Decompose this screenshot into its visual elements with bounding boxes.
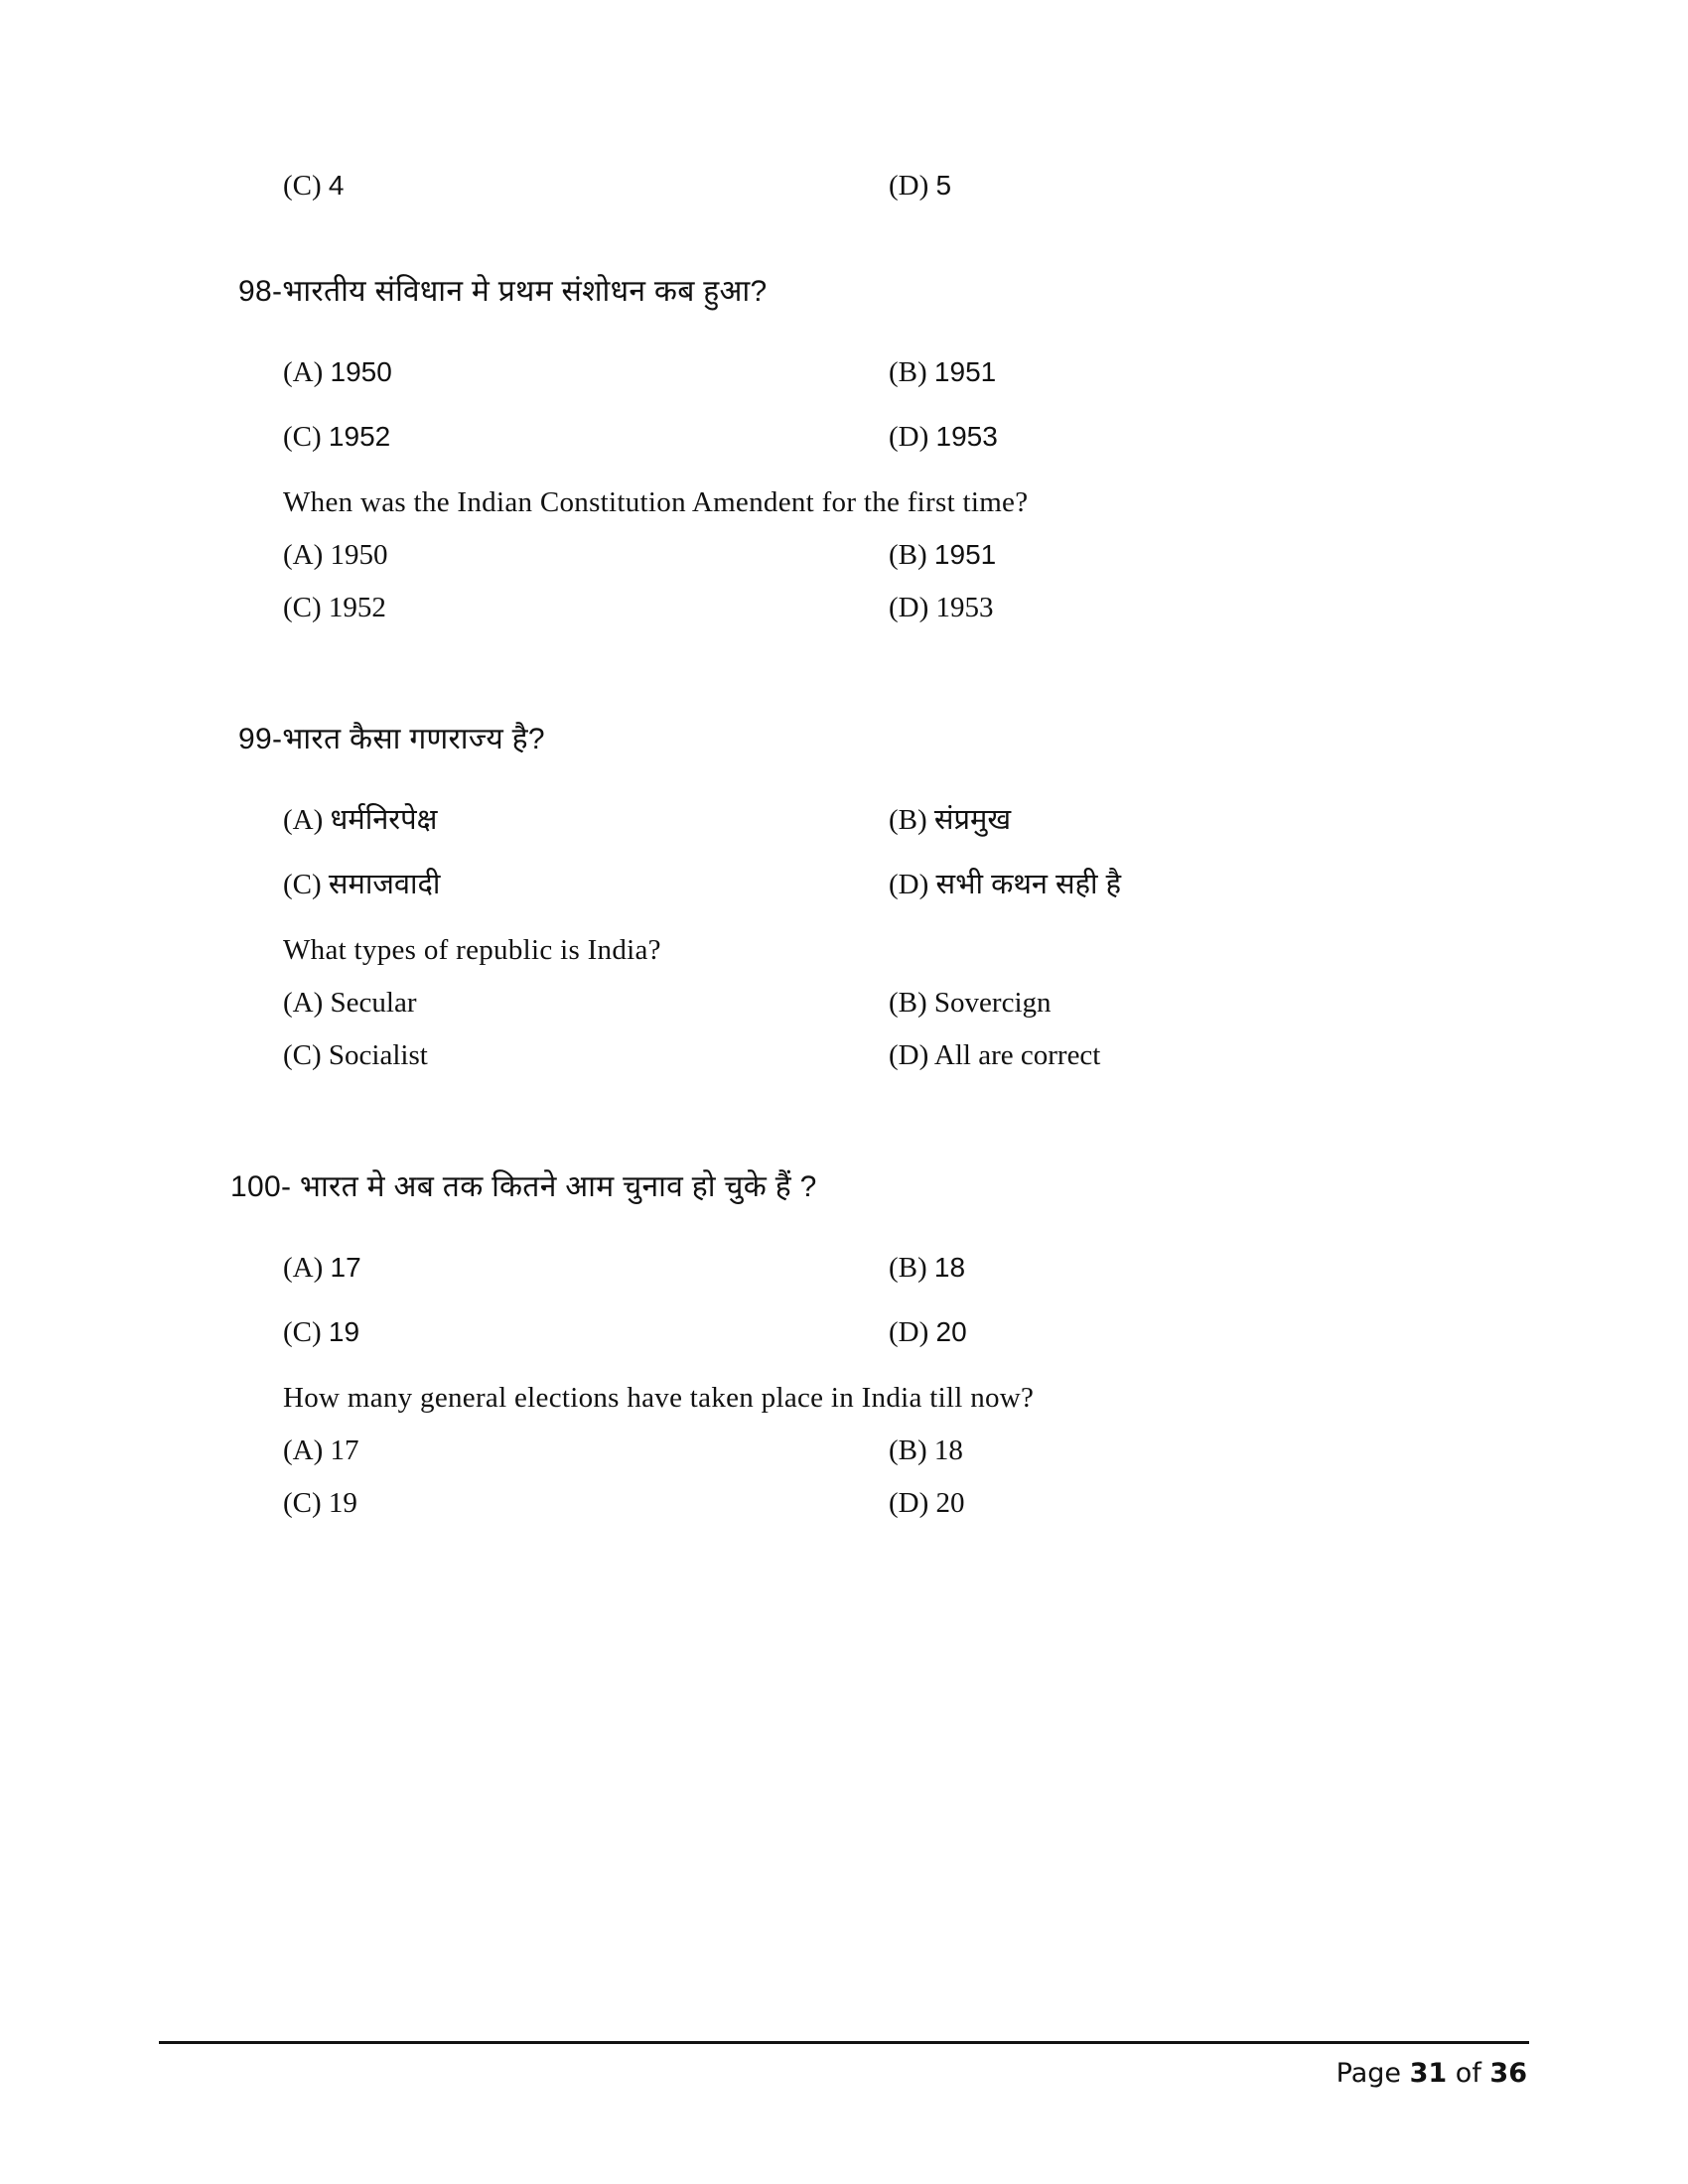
question-98 bbox=[0, 273, 1688, 625]
option-row-hindi-ab bbox=[0, 1251, 1688, 1286]
option-label: (B) bbox=[889, 539, 927, 572]
option-row-english-ab bbox=[0, 986, 1688, 1021]
spacer bbox=[0, 1286, 1688, 1315]
option-row-english-cd bbox=[0, 1486, 1688, 1521]
spacer bbox=[0, 1205, 1688, 1251]
option-row-hindi-cd bbox=[0, 420, 1688, 455]
option-row-english-cd bbox=[0, 1038, 1688, 1073]
carryover-option-row bbox=[0, 169, 1688, 204]
option-label: (D) bbox=[889, 421, 929, 454]
option-value: 1953 bbox=[935, 591, 994, 623]
option-d bbox=[889, 1486, 1584, 1521]
option-b bbox=[889, 1433, 1584, 1468]
option-a bbox=[283, 355, 889, 390]
option-value: 19 bbox=[328, 1315, 360, 1347]
option-label: (D) bbox=[889, 591, 929, 623]
option-label: (A) bbox=[283, 1434, 324, 1467]
option-c bbox=[283, 169, 889, 204]
spacer bbox=[0, 1073, 1688, 1168]
option-a bbox=[283, 803, 889, 838]
option-label: (A) bbox=[283, 804, 324, 837]
option-d bbox=[889, 868, 1584, 902]
option-value: 5 bbox=[935, 170, 952, 201]
option-value: 1950 bbox=[330, 539, 388, 572]
question-stem-english: What types of republic is India? bbox=[283, 933, 661, 966]
option-label: (C) bbox=[283, 1315, 322, 1348]
option-value: 1950 bbox=[330, 356, 392, 388]
page-footer bbox=[159, 2041, 1529, 2089]
spacer bbox=[0, 757, 1688, 803]
option-label: (D) bbox=[889, 1315, 929, 1348]
spacer bbox=[0, 1350, 1688, 1380]
option-row-hindi-cd bbox=[0, 868, 1688, 902]
option-d bbox=[889, 1315, 1584, 1350]
option-label: (B) bbox=[889, 1434, 927, 1467]
option-row-english-ab bbox=[0, 1433, 1688, 1468]
option-value: 4 bbox=[328, 170, 345, 201]
spacer bbox=[0, 1468, 1688, 1486]
spacer bbox=[0, 390, 1688, 420]
option-label: (B) bbox=[889, 1252, 927, 1285]
option-value: 1952 bbox=[328, 421, 391, 453]
option-value: 20 bbox=[935, 1315, 967, 1347]
option-label: (B) bbox=[889, 804, 927, 837]
question-100 bbox=[0, 1168, 1688, 1521]
option-row-hindi-ab bbox=[0, 355, 1688, 390]
option-label: (A) bbox=[283, 356, 324, 389]
option-value: 17 bbox=[330, 1434, 359, 1467]
option-a bbox=[283, 1251, 889, 1286]
option-c bbox=[283, 1038, 889, 1073]
footer-joiner: of bbox=[1455, 2058, 1481, 2089]
spacer bbox=[0, 902, 1688, 932]
option-value: Secular bbox=[330, 987, 417, 1020]
option-value: Socialist bbox=[328, 1038, 428, 1071]
option-label: (C) bbox=[283, 1038, 322, 1071]
option-value: 1952 bbox=[328, 591, 386, 623]
spacer bbox=[0, 1416, 1688, 1433]
option-label: (C) bbox=[283, 1486, 322, 1519]
question-stem-hindi: 100- भारत मे अब तक कितने आम चुनाव हो चुके हैं ? bbox=[230, 1169, 817, 1203]
option-d bbox=[889, 169, 1584, 204]
option-a bbox=[283, 1433, 889, 1468]
footer-divider bbox=[159, 2041, 1529, 2044]
question-stem-hindi: 98-भारतीय संविधान मे प्रथम संशोधन कब हुआ? bbox=[238, 274, 768, 308]
question-stem-hindi: 99-भारत कैसा गणराज्य है? bbox=[238, 722, 545, 755]
spacer bbox=[0, 625, 1688, 721]
footer-prefix: Page bbox=[1336, 2058, 1402, 2089]
footer-current-page: 31 bbox=[1409, 2058, 1448, 2089]
option-b bbox=[889, 355, 1584, 390]
option-value: संप्रमुख bbox=[933, 804, 1012, 837]
option-d bbox=[889, 420, 1584, 455]
spacer bbox=[0, 968, 1688, 986]
option-label: (A) bbox=[283, 539, 324, 572]
option-value: 1951 bbox=[933, 539, 997, 571]
option-label: (B) bbox=[889, 987, 927, 1020]
question-stem-english: How many general elections have taken place in India till now? bbox=[283, 1381, 1035, 1414]
option-label: (A) bbox=[283, 987, 324, 1020]
option-value: 18 bbox=[933, 1434, 963, 1467]
option-value: 17 bbox=[330, 1252, 361, 1284]
option-a bbox=[283, 538, 889, 573]
option-value: समाजवादी bbox=[328, 869, 441, 901]
option-value: Sovercign bbox=[933, 987, 1052, 1020]
question-99 bbox=[0, 721, 1688, 1073]
option-label: (A) bbox=[283, 1252, 324, 1285]
option-d bbox=[889, 1038, 1584, 1073]
option-label: (C) bbox=[283, 421, 322, 454]
option-label: (B) bbox=[889, 356, 927, 389]
option-b bbox=[889, 803, 1584, 838]
option-value: धर्मनिरपेक्ष bbox=[330, 804, 438, 837]
spacer bbox=[0, 838, 1688, 868]
option-label: (D) bbox=[889, 170, 929, 202]
option-row-english-cd bbox=[0, 591, 1688, 625]
option-label: (D) bbox=[889, 869, 929, 901]
option-label: (C) bbox=[283, 869, 322, 901]
option-b bbox=[889, 986, 1584, 1021]
option-value: 20 bbox=[935, 1486, 965, 1519]
spacer bbox=[0, 573, 1688, 591]
option-row-english-ab bbox=[0, 538, 1688, 573]
option-c bbox=[283, 1486, 889, 1521]
option-b bbox=[889, 1251, 1584, 1286]
option-label: (D) bbox=[889, 1038, 929, 1071]
option-row-hindi-cd bbox=[0, 1315, 1688, 1350]
footer-total-pages: 36 bbox=[1489, 2058, 1527, 2089]
option-label: (C) bbox=[283, 170, 322, 202]
option-row-hindi-ab bbox=[0, 803, 1688, 838]
option-value: 1953 bbox=[935, 421, 998, 453]
spacer bbox=[0, 520, 1688, 538]
option-b bbox=[889, 538, 1584, 573]
option-d bbox=[889, 591, 1584, 625]
spacer bbox=[0, 310, 1688, 355]
option-value: सभी कथन सही है bbox=[935, 869, 1122, 901]
option-c bbox=[283, 591, 889, 625]
option-label: (D) bbox=[889, 1486, 929, 1519]
option-c bbox=[283, 420, 889, 455]
option-c bbox=[283, 1315, 889, 1350]
question-stem-english: When was the Indian Constitution Amendent for the first time? bbox=[283, 485, 1029, 518]
spacer bbox=[0, 455, 1688, 484]
option-c bbox=[283, 868, 889, 902]
option-value: 19 bbox=[328, 1486, 357, 1519]
page-number-label bbox=[159, 2058, 1529, 2089]
option-label: (C) bbox=[283, 591, 322, 623]
option-value: All are correct bbox=[933, 1038, 1101, 1071]
spacer bbox=[0, 204, 1688, 273]
option-value: 18 bbox=[933, 1252, 966, 1284]
option-value: 1951 bbox=[933, 356, 997, 388]
spacer bbox=[0, 1021, 1688, 1038]
option-a bbox=[283, 986, 889, 1021]
